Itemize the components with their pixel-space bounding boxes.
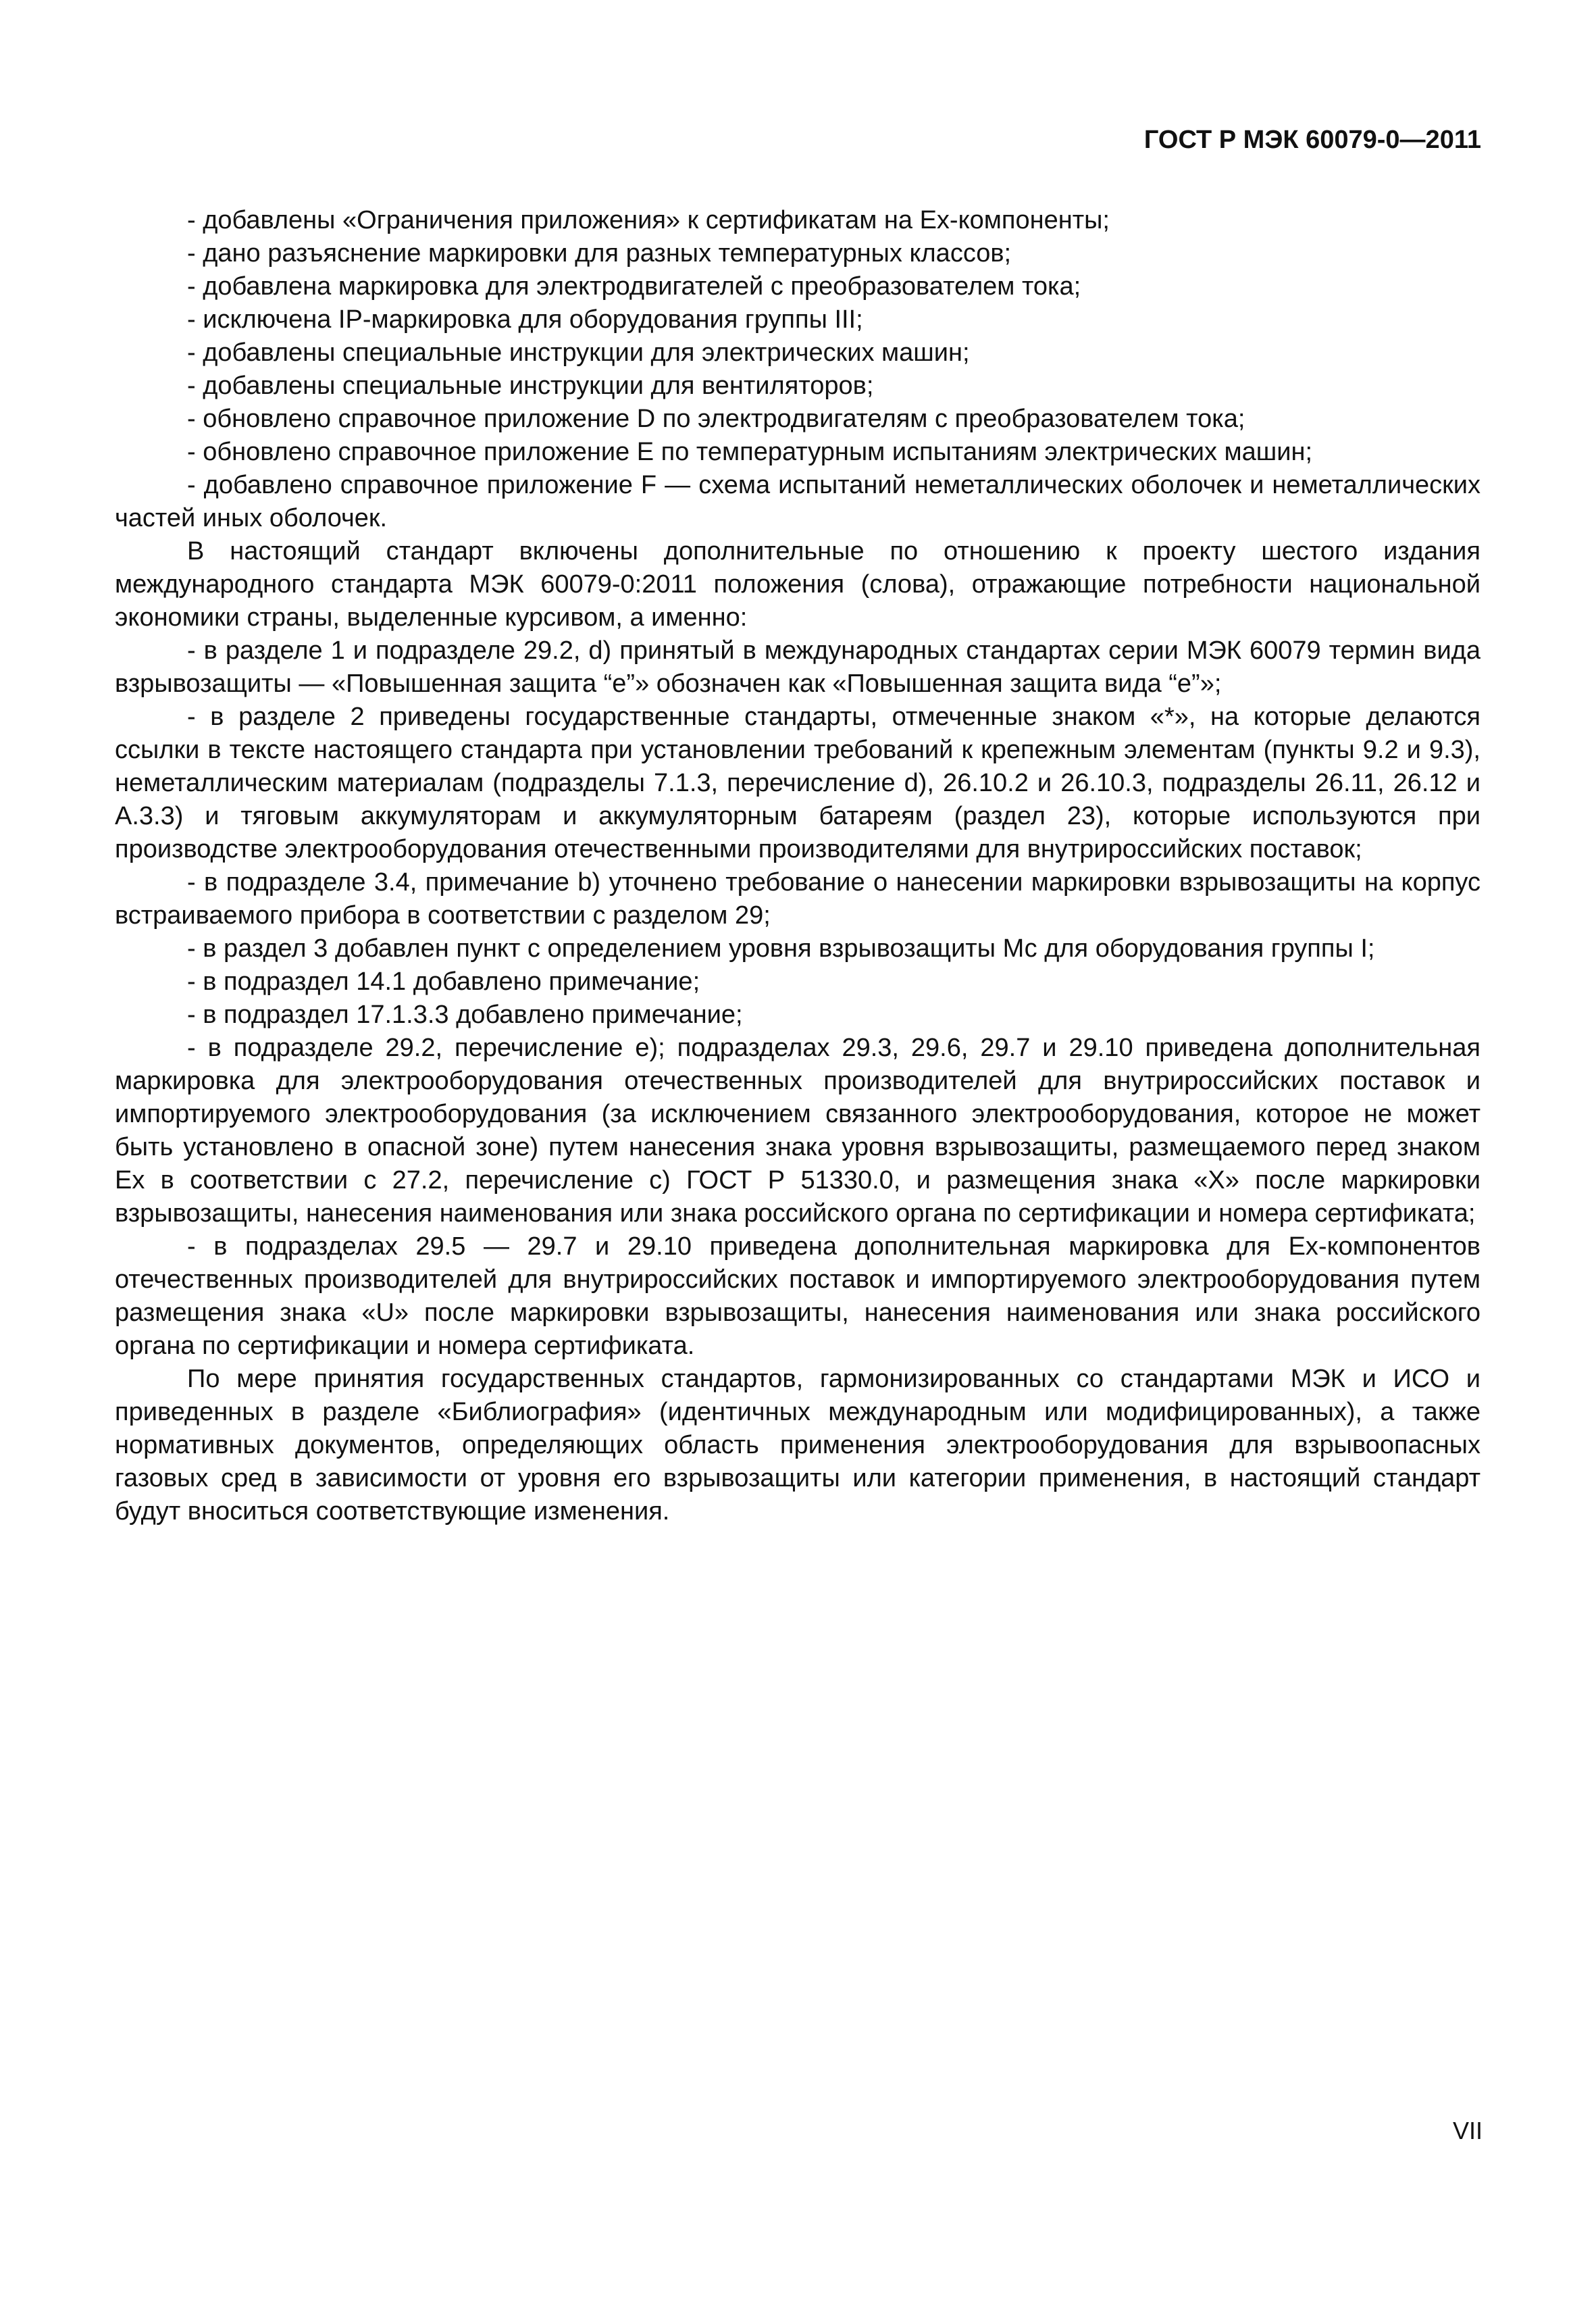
paragraph: - в подраздел 14.1 добавлено примечание; — [187, 967, 700, 996]
paragraph: - в подразделе 29.2, перечисление е); подразделах 29.3, 29.6, 29.7 и 29.10 приведена дополнительная маркировка для электрооборудования отечественных производителей для внутрироссийских поставок и импортируемого электрооборудования (за исключением связанного электрооборудования, которое не может быть установлено в опасной зоне) путем нанесения знака уровня взрывозащиты, размещаемого перед знаком Ex в соответствии с 27.2, перечисление с) ГОСТ Р 51330.0, и размещения знака «X» после маркировки взрывозащиты, нанесения наименования или знака российского органа по сертификации и номера сертификата; — [115, 1034, 1481, 1228]
document-code-header: ГОСТ Р МЭК 60079-0—2011 — [1143, 126, 1481, 154]
paragraph: - добавлена маркировка для электродвигателей с преобразователем тока; — [187, 272, 1081, 301]
paragraph: По мере принятия государственных стандартов, гармонизированных со стандартами МЭК и ИСО и приведенных в разделе «Библиография» (идентичных международным или модифицированных), а также нормативных документов, определяющих область применения электрооборудования для взрывоопасных газовых сред в зависимости от уровня его взрывозащиты или категории применения, в настоящий стандарт будут вноситься соответствующие изменения. — [115, 1365, 1481, 1526]
paragraph: - в подраздел 17.1.3.3 добавлено примечание; — [187, 1001, 743, 1029]
paragraph: - добавлены специальные инструкции для электрических машин; — [187, 338, 970, 367]
paragraph: - добавлены специальные инструкции для вентиляторов; — [187, 372, 874, 400]
paragraph: - дано разъяснение маркировки для разных температурных классов; — [187, 239, 1012, 268]
paragraph: В настоящий стандарт включены дополнительные по отношению к проекту шестого издания международного стандарта МЭК 60079-0:2011 положения (слова), отражающие потребности национальной экономики страны, выделенные курсивом, а именно: — [115, 537, 1481, 632]
paragraph: - в раздел 3 добавлен пункт с определением уровня взрывозащиты Мс для оборудования группы I; — [187, 934, 1375, 963]
paragraph: - в разделе 2 приведены государственные стандарты, отмеченные знаком «*», на которые делаются ссылки в тексте настоящего стандарта при установлении требований к крепежным элементам (пункты 9.2 и 9.3), неметаллическим материалам (подразделы 7.1.3, перечисление d), 26.10.2 и 26.10.3, подразделы 26.11, 26.12 и А.3.3) и тяговым аккумуляторам и аккумуляторным батареям (раздел 23), которые используются при производстве электрооборудования отечественными производителями для внутрироссийских поставок; — [115, 703, 1481, 863]
paragraph: - обновлено справочное приложение E по температурным испытаниям электрических машин; — [187, 438, 1313, 466]
paragraph: - добавлено справочное приложение F — схема испытаний неметаллических оболочек и неметаллических частей иных оболочек. — [115, 471, 1481, 532]
paragraph: - добавлены «Ограничения приложения» к сертификатам на Ex-компоненты; — [187, 206, 1110, 234]
paragraph: - в подразделах 29.5 — 29.7 и 29.10 приведена дополнительная маркировка для Ex-компонентов отечественных производителей для внутрироссийских поставок и импортируемого электрооборудования путем размещения знака «U» после маркировки взрывозащиты, нанесения наименования или знака российского органа по сертификации и номера сертификата. — [115, 1232, 1481, 1360]
paragraph: - в подразделе 3.4, примечание b) уточнено требование о нанесении маркировки взрывозащиты на корпус встраиваемого прибора в соответствии с разделом 29; — [115, 868, 1481, 930]
paragraph: - в разделе 1 и подразделе 29.2, d) принятый в международных стандартах серии МЭК 60079 термин вида взрывозащиты — «Повышенная защита “е”» обозначен как «Повышенная защита вида “е”»; — [115, 636, 1481, 698]
document-body — [115, 204, 1481, 1528]
page-number: VII — [1452, 2117, 1483, 2144]
paragraph: - исключена IP-маркировка для оборудования группы III; — [187, 305, 863, 334]
paragraph: - обновлено справочное приложение D по электродвигателям с преобразователем тока; — [187, 405, 1245, 433]
